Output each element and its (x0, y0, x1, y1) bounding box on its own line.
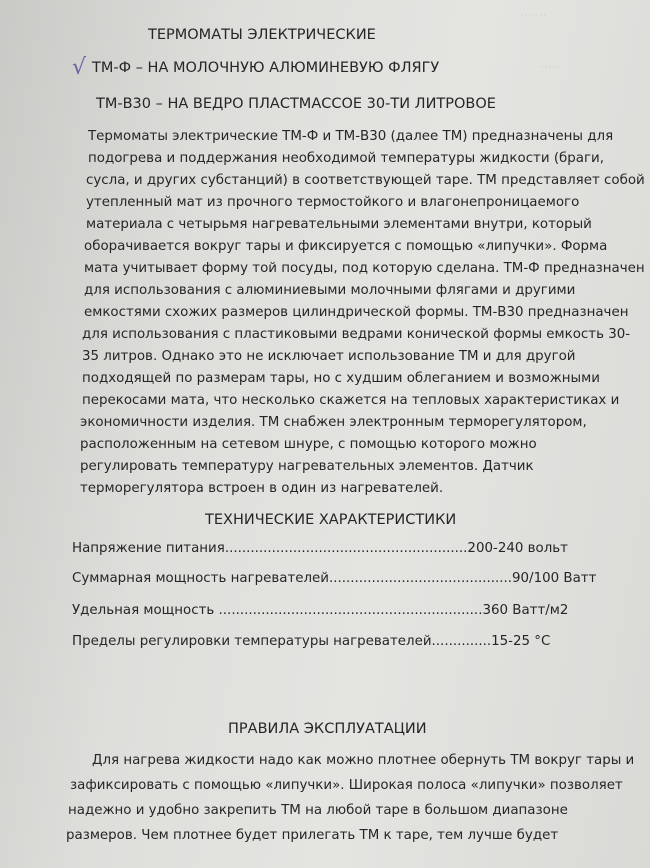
specs-heading: ТЕХНИЧЕСКИЕ ХАРАКТЕРИСТИКИ (205, 512, 457, 528)
subtitle-tm-f: ТМ-Ф – НА МОЛОЧНУЮ АЛЮМИНЕВУЮ ФЛЯГУ (92, 60, 440, 76)
document-title: ТЕРМОМАТЫ ЭЛЕКТРИЧЕСКИЕ (148, 27, 376, 43)
intro-line: терморегулятора встроен в один из нагревателей. (80, 481, 444, 496)
intro-line: расположенным на сетевом шнуре, с помощью которого можно (80, 437, 537, 452)
spec-voltage: Напряжение питания.........................................................200-240 вольт (72, 541, 568, 556)
intro-line: Термоматы электрические ТМ-Ф и ТМ-В30 (далее ТМ) предназначены для (88, 129, 614, 144)
intro-line: оборачивается вокруг тары и фиксируется с помощью «липучки». Форма (84, 239, 608, 254)
spec-specific-power: Удельная мощность ..............................................................360 Ватт/м2 (72, 603, 569, 618)
spec-temperature-range: Пределы регулировки температуры нагревателей..............15-25 °С (72, 634, 551, 649)
intro-line: материала с четырьмя нагревательными элементами внутри, который (86, 217, 592, 232)
intro-line: регулировать температуру нагревательных элементов. Датчик (80, 459, 534, 474)
intro-line: емкостями схожих размеров цилиндрической формы. ТМ-В30 предназначен (84, 305, 629, 320)
intro-line: экономичности изделия. ТМ снабжен электронным терморегулятором, (80, 415, 587, 430)
intro-line: перекосами мата, что несколько скажется на тепловых характеристиках и (82, 393, 620, 408)
intro-line: 35 литров. Однако это не исключает использование ТМ и для другой (82, 349, 576, 364)
check-mark-icon: √ (72, 55, 87, 80)
intro-line: для использования с пластиковыми ведрами конической формы емкость 30- (82, 327, 631, 342)
subtitle-tm-v30: ТМ-В30 – НА ВЕДРО ПЛАСТМАССОЕ 30-ТИ ЛИТРОВОЕ (96, 96, 496, 112)
rules-line: Для нагрева жидкости надо как можно плотнее обернуть ТМ вокруг тары и (92, 753, 635, 768)
rules-line: размеров. Чем плотнее будет прилегать ТМ к таре, тем лучше будет (66, 828, 559, 843)
spec-total-power: Суммарная мощность нагревателей...........................................90/100 Ватт (72, 571, 597, 586)
rules-heading: ПРАВИЛА ЭКСПЛУАТАЦИИ (228, 721, 427, 737)
intro-line: мата учитывает форму той посуды, под которую сделана. ТМ-Ф предназначен (84, 261, 645, 276)
intro-line: сусла, и других субстанций) в соответствующей таре. ТМ представляет собой (86, 173, 645, 188)
intro-line: утепленный мат из прочного термостойкого и влагонепроницаемого (86, 195, 580, 210)
intro-line: подходящей по размерам тары, но с худшим облеганием и возможными (82, 371, 600, 386)
intro-line: для использования с алюминиевыми молочными флягами и другими (84, 283, 576, 298)
rules-line: надежно и удобно закрепить ТМ на любой таре в большом диапазоне (68, 803, 568, 818)
document-page: ······· ····· ТЕРМОМАТЫ ЭЛЕКТРИЧЕСКИЕ √ ТМ-Ф – НА МОЛОЧНУЮ АЛЮМИНЕВУЮ ФЛЯГУ ТМ-В30 – НА ВЕДРО ПЛАСТМАССОЕ 30-ТИ ЛИТРОВОЕ Термоматы электрические ТМ-Ф и ТМ-В30 (далее ТМ) предназначены для подогрева и поддержания необходимой температуры жидкости (браги, сусла, и других субстанций) в соответствующей таре. ТМ представляет собой утепленный мат из прочного термостойкого и влагонепроницаемого материала с четырьмя нагревательными элементами внутри, который оборачивается вокруг тары и фиксируется с помощью «липучки». Форма мата учитывает форму той посуды, под которую сделана. ТМ-Ф предназначен для использования с алюминиевыми молочными флягами и другими емкостями схожих размеров цилиндрической формы. ТМ-В30 предназначен для использования с пластиковыми ведрами конической формы емкость 30- 35 литров. Однако это не исключает использование ТМ и для другой подходящей по размерам тары, но с худшим облеганием и возможными перекосами мата, что несколько скажется на тепловых характеристиках и экономичности изделия. ТМ снабжен электронным терморегулятором, расположенным на сетевом шнуре, с помощью которого можно регулировать температуру нагревательных элементов. Датчик терморегулятора встроен в один из нагревателей. ТЕХНИЧЕСКИЕ ХАРАКТЕРИСТИКИ Напряжение питания.........................................................200-240 вольт Суммарная мощность нагревателей...........................................90/100 Ватт Удельная мощность ..............................................................360 Ватт/м2 Пределы регулировки температуры нагревателей..............15-25 °С ПРАВИЛА ЭКСПЛУАТАЦИИ Для нагрева жидкости надо как можно плотнее обернуть ТМ вокруг тары и зафиксировать с помощью «липучки». Широкая полоса «липучки» позволяет надежно и удобно закрепить ТМ на любой таре в большом диапазоне размеров. Чем плотнее будет прилегать ТМ к таре, тем лучше будет (66, 8, 645, 843)
rules-line: зафиксировать с помощью «липучки». Широкая полоса «липучки» позволяет (70, 778, 623, 793)
intro-line: подогрева и поддержания необходимой температуры жидкости (браги, (88, 151, 605, 166)
